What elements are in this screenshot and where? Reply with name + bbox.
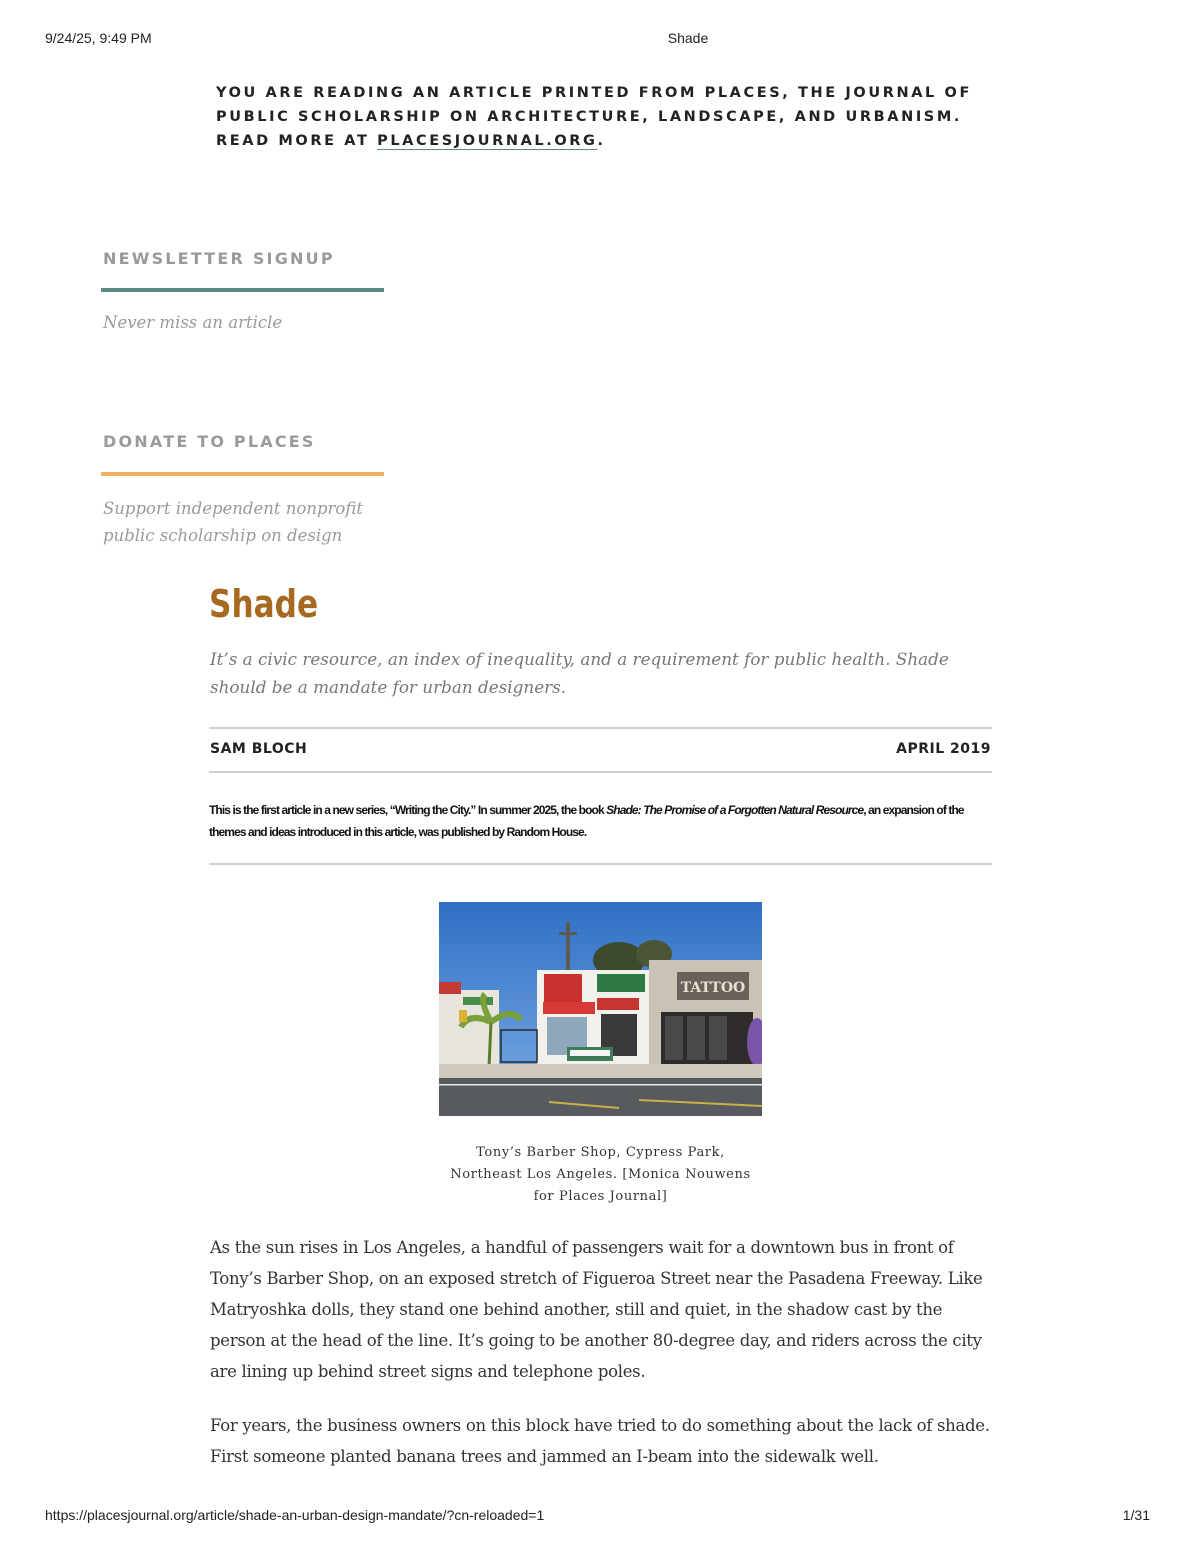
donate-heading[interactable]: DONATE TO PLACES xyxy=(103,432,316,451)
article-dek: It’s a civic resource, an index of inequality, and a requirement for public health. Shade should be a mandate for urban designers. xyxy=(210,649,949,697)
note-text: , an expansion of the themes and ideas introduced in this article, was published by Random House. xyxy=(209,803,964,839)
donate-text[interactable]: Support independent nonprofit public scholarship on design xyxy=(103,499,363,545)
book-title: Shade: The Promise of a Forgotten Natural Resource xyxy=(606,803,864,817)
body-paragraph: As the sun rises in Los Angeles, a handful of passengers wait for a downtown bus in front of Tony’s Barber Shop, on an exposed stretch of Figueroa Street near the Pasadena Freeway. Like Matryoshka dolls, they stand one behind another, still and quiet, in the shadow cast by the person at the head of the line. It’s going to be another 80-degree day, and riders across the city are lining up behind street signs and telephone poles. xyxy=(210,1238,983,1381)
banner-end: . xyxy=(597,133,606,149)
placesjournal-link[interactable]: PLACESJOURNAL.ORG xyxy=(377,133,598,149)
print-datetime: 9/24/25, 9:49 PM xyxy=(45,30,152,46)
publish-date: APRIL 2019 xyxy=(896,741,991,757)
article-title: Shade xyxy=(209,582,319,626)
newsletter-heading[interactable]: NEWSLETTER SIGNUP xyxy=(103,249,335,268)
barber-shop-photo xyxy=(439,902,762,1116)
print-url: https://placesjournal.org/article/shade-an-urban-design-mandate/?cn-reloaded=1 xyxy=(45,1507,545,1523)
banner-text: YOU ARE READING AN ARTICLE PRINTED FROM PLACES, THE JOURNAL OF PUBLIC SCHOLARSHIP ON ARCHITECTURE, LANDSCAPE, AND URBANISM. READ MORE AT xyxy=(216,85,972,149)
note-text: This is the first article in a new series, “Writing the City.” In summer 2025, the book xyxy=(209,803,607,817)
divider xyxy=(209,727,992,729)
page-number: 1/31 xyxy=(1122,1507,1150,1523)
author-byline[interactable]: SAM BLOCH xyxy=(210,741,308,757)
series-note xyxy=(209,799,989,843)
tattoo-sign: TATTOO xyxy=(680,980,746,996)
print-banner xyxy=(216,81,996,153)
divider xyxy=(209,771,992,773)
article-photo xyxy=(439,902,762,1116)
print-title: Shade xyxy=(667,30,709,46)
donate-rule xyxy=(101,472,384,476)
newsletter-text[interactable]: Never miss an article xyxy=(103,313,283,332)
photo-caption: Tony’s Barber Shop, Cypress Park, Northeast Los Angeles. [Monica Nouwens for Places Journal] xyxy=(450,1145,751,1204)
newsletter-rule xyxy=(101,288,384,292)
body-paragraph: For years, the business owners on this block have tried to do something about the lack of shade. First someone planted banana trees and jammed an I-beam into the sidewalk well. xyxy=(210,1416,990,1466)
divider xyxy=(209,863,992,865)
